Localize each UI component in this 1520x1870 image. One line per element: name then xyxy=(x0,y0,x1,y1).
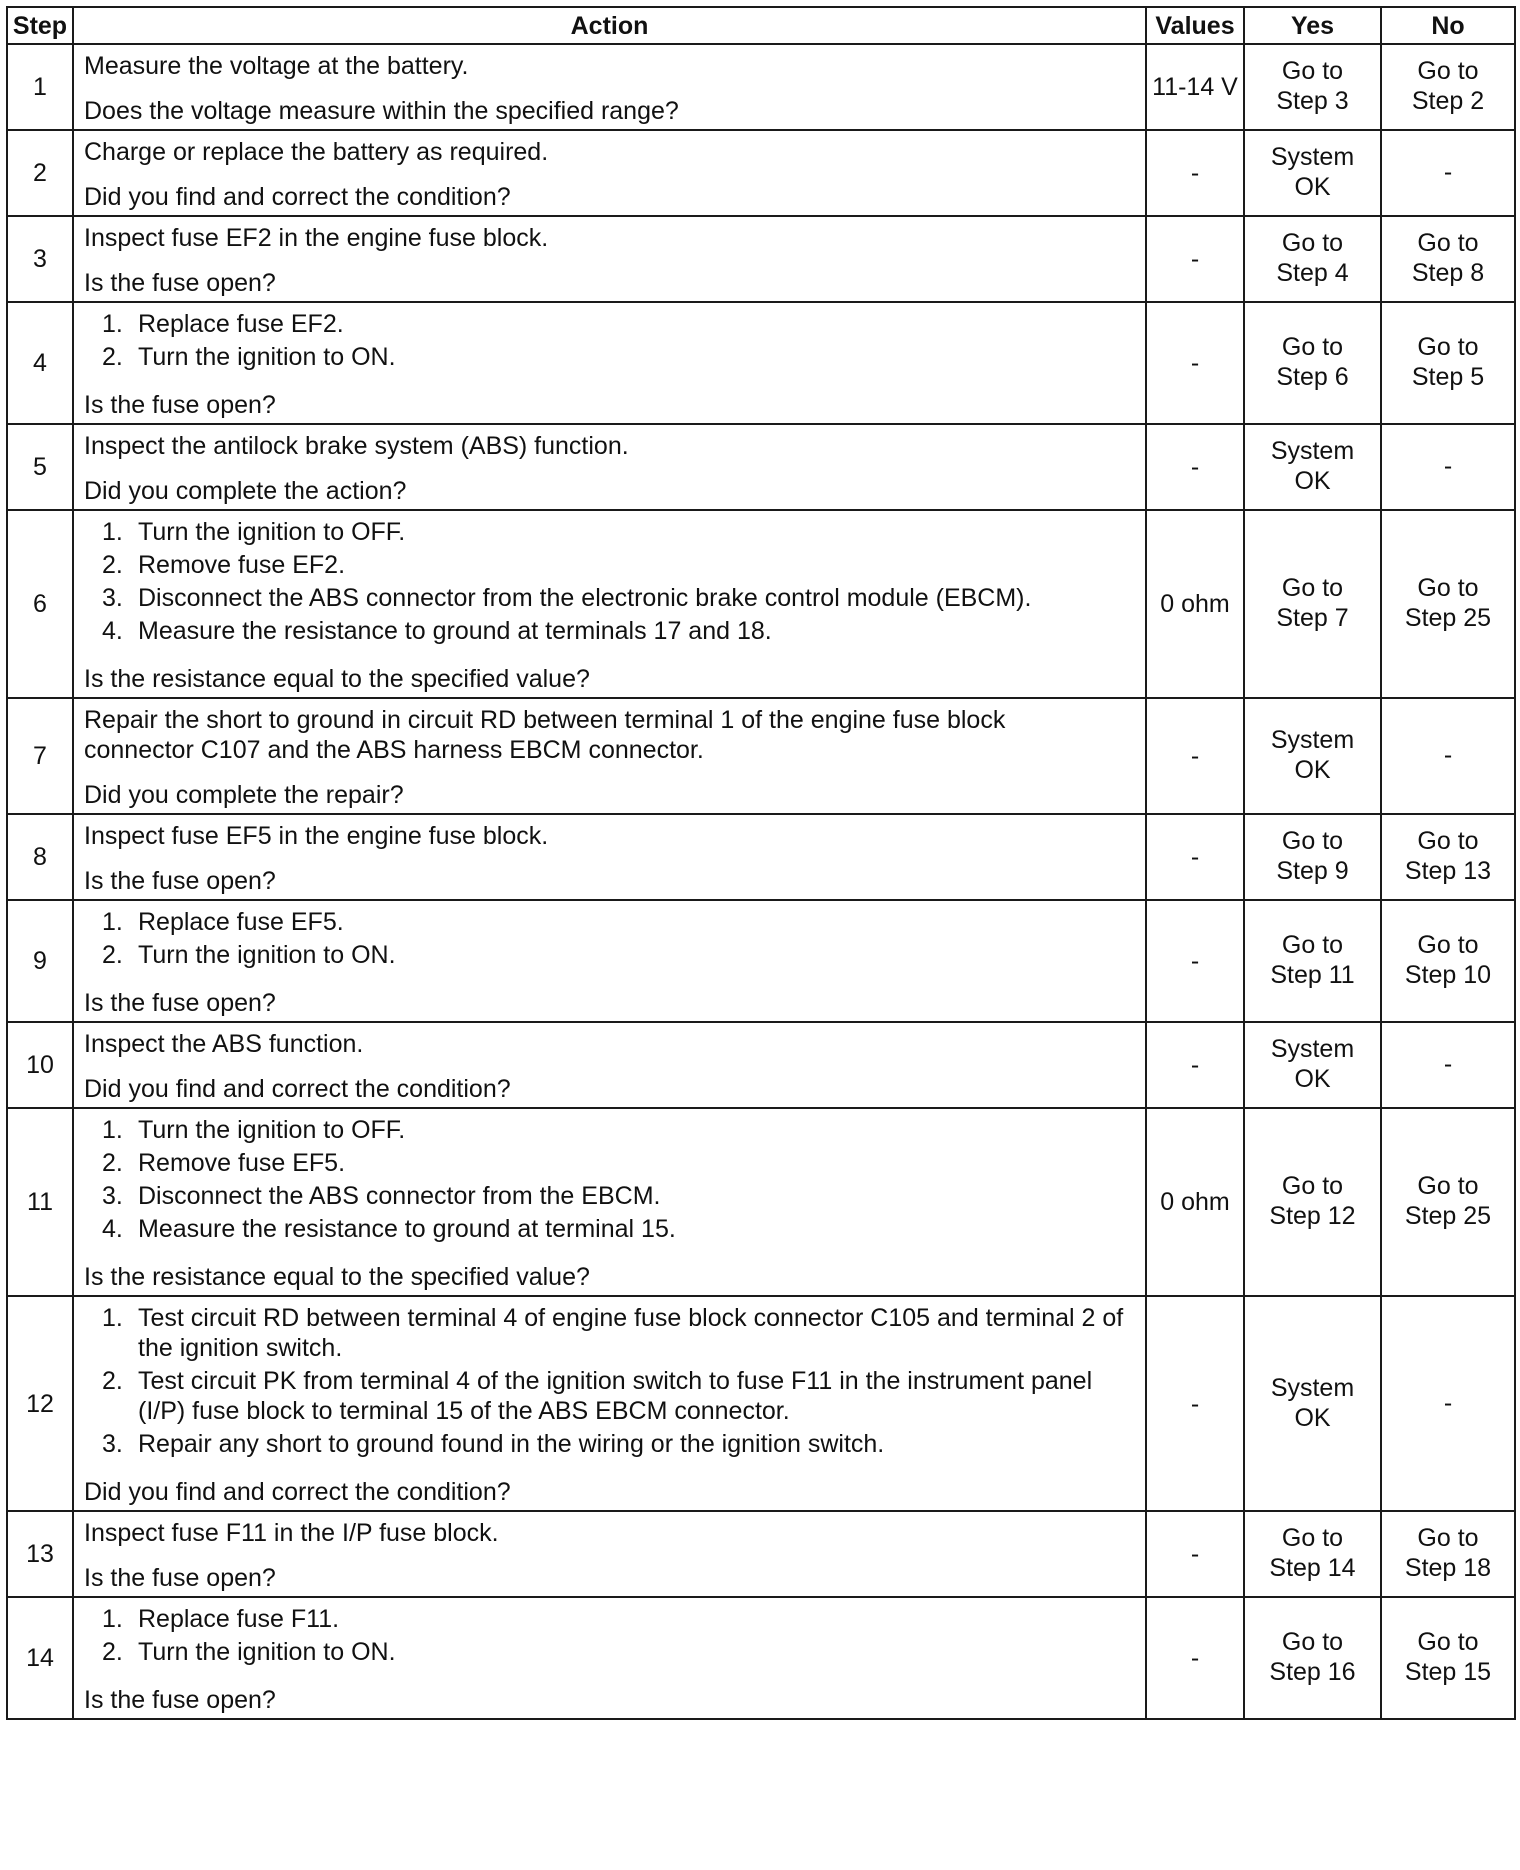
no-outcome-cell xyxy=(1381,1108,1515,1296)
step-number: 7 xyxy=(7,698,73,814)
action-cell xyxy=(73,1511,1146,1597)
action-instructions xyxy=(84,137,1137,167)
no-outcome-cell xyxy=(1381,1597,1515,1719)
no-outcome-text: - xyxy=(1443,158,1453,186)
yes-outcome-text: System xyxy=(1270,1035,1355,1063)
yes-outcome-text: System xyxy=(1270,437,1355,465)
yes-outcome-text: Go to xyxy=(1281,574,1344,602)
yes-outcome-text: Step 6 xyxy=(1276,363,1349,391)
action-question: Is the resistance equal to the specified value? xyxy=(84,665,590,693)
action-instructions xyxy=(84,223,1137,253)
table-body xyxy=(7,44,1515,1719)
action-content xyxy=(84,1303,1137,1507)
action-list-item: Turn the ignition to ON. xyxy=(138,941,396,969)
values-cell: - xyxy=(1146,1022,1244,1108)
header-yes: Yes xyxy=(1244,7,1381,44)
table-row xyxy=(7,1108,1515,1296)
action-list-item: Turn the ignition to ON. xyxy=(138,343,396,371)
action-list-item: Measure the resistance to ground at terminal 15. xyxy=(138,1215,676,1243)
no-outcome-text: Step 5 xyxy=(1411,363,1485,391)
action-cell xyxy=(73,424,1146,510)
values-cell: - xyxy=(1146,900,1244,1022)
action-step-list xyxy=(84,1303,1137,1459)
no-outcome-text: Step 18 xyxy=(1404,1554,1492,1582)
action-question: Does the voltage measure within the specified range? xyxy=(84,97,679,125)
yes-outcome-cell xyxy=(1244,44,1381,130)
no-outcome-text: Go to xyxy=(1417,1524,1479,1552)
table-row xyxy=(7,216,1515,302)
no-outcome-cell xyxy=(1381,814,1515,900)
no-outcome-cell xyxy=(1381,130,1515,216)
yes-outcome-cell xyxy=(1244,1597,1381,1719)
no-outcome-text: - xyxy=(1443,1050,1453,1078)
yes-outcome-text: System xyxy=(1270,726,1355,754)
yes-outcome-text: Go to xyxy=(1281,1628,1344,1656)
action-cell xyxy=(73,1296,1146,1511)
yes-outcome-text: Go to xyxy=(1281,1172,1344,1200)
yes-outcome-cell xyxy=(1244,510,1381,698)
action-list-item: Replace fuse F11. xyxy=(138,1605,340,1633)
action-question: Did you complete the action? xyxy=(84,477,407,505)
yes-outcome-cell xyxy=(1244,1022,1381,1108)
action-content xyxy=(84,137,1137,212)
no-outcome-text: Go to xyxy=(1417,333,1479,361)
action-instructions xyxy=(84,907,1137,973)
action-list-item: Turn the ignition to OFF. xyxy=(138,518,406,546)
header-values: Values xyxy=(1146,7,1244,44)
step-number: 13 xyxy=(7,1511,73,1597)
action-content xyxy=(84,1604,1137,1715)
action-instructions xyxy=(84,517,1137,649)
yes-outcome-text: Go to xyxy=(1281,333,1344,361)
step-number: 4 xyxy=(7,302,73,424)
yes-outcome-text: Go to xyxy=(1281,57,1344,85)
action-instructions xyxy=(84,1303,1137,1462)
yes-outcome-text: Step 12 xyxy=(1269,1202,1356,1230)
no-outcome-text: Go to xyxy=(1417,827,1479,855)
yes-outcome-text: OK xyxy=(1294,756,1331,784)
yes-outcome-text: System xyxy=(1270,1373,1355,1402)
action-text: Inspect fuse EF5 in the engine fuse block. xyxy=(84,822,549,850)
no-outcome-text: Step 10 xyxy=(1404,961,1492,989)
action-step-list xyxy=(84,517,1137,646)
action-text: Inspect fuse EF2 in the engine fuse block. xyxy=(84,224,549,252)
action-step-list xyxy=(84,1115,1137,1244)
yes-outcome-cell xyxy=(1244,216,1381,302)
table-row xyxy=(7,698,1515,814)
yes-outcome-text: Step 14 xyxy=(1269,1554,1356,1582)
table-header-row xyxy=(7,7,1515,44)
yes-outcome-text: System xyxy=(1270,143,1355,171)
action-instructions xyxy=(84,1518,1137,1548)
yes-outcome-cell xyxy=(1244,424,1381,510)
values-cell: - xyxy=(1146,302,1244,424)
values-cell: - xyxy=(1146,698,1244,814)
step-number: 14 xyxy=(7,1597,73,1719)
no-outcome-cell xyxy=(1381,1511,1515,1597)
yes-outcome-text: Go to xyxy=(1281,931,1344,959)
action-question: Is the fuse open? xyxy=(84,1564,276,1592)
table-row xyxy=(7,130,1515,216)
action-list-item: Turn the ignition to OFF. xyxy=(138,1116,406,1144)
values-cell: 11-14 V xyxy=(1146,44,1244,130)
step-number: 11 xyxy=(7,1108,73,1296)
action-cell xyxy=(73,698,1146,814)
step-number: 12 xyxy=(7,1296,73,1511)
yes-outcome-text: Step 11 xyxy=(1270,961,1355,989)
action-content xyxy=(84,1115,1137,1292)
no-outcome-cell xyxy=(1381,698,1515,814)
step-number: 2 xyxy=(7,130,73,216)
no-outcome-text: Go to xyxy=(1417,1628,1479,1656)
yes-outcome-text: Step 3 xyxy=(1276,87,1349,115)
action-question: Is the fuse open? xyxy=(84,269,276,297)
action-instructions xyxy=(84,1604,1137,1670)
table-row xyxy=(7,1022,1515,1108)
action-cell xyxy=(73,302,1146,424)
action-list-item: Disconnect the ABS connector from the electronic brake control module (EBCM). xyxy=(138,584,1032,612)
action-list-item: Turn the ignition to ON. xyxy=(138,1638,396,1666)
action-step-list xyxy=(84,309,1137,372)
action-content xyxy=(84,309,1137,420)
yes-outcome-text: OK xyxy=(1294,1403,1331,1432)
no-outcome-cell xyxy=(1381,900,1515,1022)
action-step-list xyxy=(84,1604,1137,1667)
values-cell: - xyxy=(1146,814,1244,900)
action-list-item: Repair any short to ground found in the wiring or the ignition switch. xyxy=(138,1430,885,1458)
no-outcome-cell xyxy=(1381,216,1515,302)
yes-outcome-cell xyxy=(1244,1108,1381,1296)
action-list-item: Replace fuse EF2. xyxy=(138,310,344,338)
action-instructions xyxy=(84,821,1137,851)
no-outcome-text: Step 8 xyxy=(1411,259,1485,287)
yes-outcome-text: Step 9 xyxy=(1276,857,1349,885)
values-cell: - xyxy=(1146,1511,1244,1597)
yes-outcome-cell xyxy=(1244,814,1381,900)
no-outcome-text: Step 25 xyxy=(1404,604,1492,632)
yes-outcome-text: Step 16 xyxy=(1269,1658,1356,1686)
values-cell: - xyxy=(1146,130,1244,216)
action-text: Inspect fuse F11 in the I/P fuse block. xyxy=(84,1519,499,1547)
no-outcome-text: Go to xyxy=(1417,229,1479,257)
action-text: Inspect the ABS function. xyxy=(84,1030,364,1058)
no-outcome-cell xyxy=(1381,1022,1515,1108)
values-cell: - xyxy=(1146,424,1244,510)
header-action: Action xyxy=(73,7,1146,44)
no-outcome-text: Step 13 xyxy=(1404,857,1492,885)
yes-outcome-text: OK xyxy=(1294,467,1331,495)
action-content xyxy=(84,431,1137,506)
step-number: 8 xyxy=(7,814,73,900)
table-row xyxy=(7,44,1515,130)
header-no: No xyxy=(1381,7,1515,44)
step-number: 10 xyxy=(7,1022,73,1108)
no-outcome-text: - xyxy=(1443,452,1453,480)
action-question: Is the fuse open? xyxy=(84,1686,276,1714)
yes-outcome-cell xyxy=(1244,1296,1381,1511)
action-question: Did you complete the repair? xyxy=(84,781,404,809)
no-outcome-cell xyxy=(1381,424,1515,510)
table-row xyxy=(7,814,1515,900)
yes-outcome-cell xyxy=(1244,1511,1381,1597)
step-number: 3 xyxy=(7,216,73,302)
values-cell: - xyxy=(1146,1597,1244,1719)
action-instructions xyxy=(84,309,1137,375)
no-outcome-cell xyxy=(1381,1296,1515,1511)
action-question: Did you find and correct the condition? xyxy=(84,183,511,211)
action-list-item: Test circuit PK from terminal 4 of the ignition switch to fuse F11 in the instrument panel (I/P) fuse block to terminal 15 of the ABS EBCM connector. xyxy=(138,1367,1093,1425)
yes-outcome-text: OK xyxy=(1294,1065,1331,1093)
table-row xyxy=(7,900,1515,1022)
action-content xyxy=(84,517,1137,694)
step-number: 6 xyxy=(7,510,73,698)
yes-outcome-text: Step 4 xyxy=(1276,259,1349,287)
action-content xyxy=(84,821,1137,896)
no-outcome-text: - xyxy=(1443,741,1453,769)
action-instructions xyxy=(84,431,1137,461)
yes-outcome-text: Go to xyxy=(1281,229,1344,257)
no-outcome-text: Go to xyxy=(1417,1172,1479,1200)
values-cell: 0 ohm xyxy=(1146,1108,1244,1296)
action-text: Inspect the antilock brake system (ABS) function. xyxy=(84,432,629,460)
action-cell xyxy=(73,1022,1146,1108)
values-cell: 0 ohm xyxy=(1146,510,1244,698)
no-outcome-text: - xyxy=(1443,1388,1453,1417)
action-instructions xyxy=(84,51,1137,81)
table-row xyxy=(7,1511,1515,1597)
action-content xyxy=(84,907,1137,1018)
diagnostic-procedure-table xyxy=(6,6,1516,1720)
action-list-item: Replace fuse EF5. xyxy=(138,908,344,936)
action-content xyxy=(84,705,1137,810)
values-cell: - xyxy=(1146,216,1244,302)
no-outcome-text: Go to xyxy=(1417,574,1479,602)
action-text: connector C107 and the ABS harness EBCM connector. xyxy=(84,736,704,764)
no-outcome-cell xyxy=(1381,302,1515,424)
action-question: Is the fuse open? xyxy=(84,391,276,419)
action-cell xyxy=(73,900,1146,1022)
yes-outcome-cell xyxy=(1244,900,1381,1022)
no-outcome-cell xyxy=(1381,44,1515,130)
table-row xyxy=(7,510,1515,698)
action-cell xyxy=(73,130,1146,216)
table-row xyxy=(7,1296,1515,1511)
yes-outcome-text: OK xyxy=(1294,173,1331,201)
action-cell xyxy=(73,1108,1146,1296)
action-list-item: Disconnect the ABS connector from the EBCM. xyxy=(138,1182,661,1210)
yes-outcome-cell xyxy=(1244,698,1381,814)
step-number: 9 xyxy=(7,900,73,1022)
action-content xyxy=(84,51,1137,126)
action-list-item: Test circuit RD between terminal 4 of engine fuse block connector C105 and terminal 2 of the ignition switch. xyxy=(138,1304,1124,1362)
action-question: Did you find and correct the condition? xyxy=(84,1075,511,1103)
action-content xyxy=(84,1518,1137,1593)
no-outcome-text: Go to xyxy=(1417,931,1479,959)
no-outcome-text: Step 2 xyxy=(1411,87,1485,115)
action-list-item: Measure the resistance to ground at terminals 17 and 18. xyxy=(138,617,772,645)
action-text: Charge or replace the battery as required. xyxy=(84,138,549,166)
no-outcome-text: Step 15 xyxy=(1404,1658,1492,1686)
action-content xyxy=(84,1029,1137,1104)
yes-outcome-text: Step 7 xyxy=(1276,604,1349,632)
no-outcome-text: Go to xyxy=(1417,57,1479,85)
step-number: 5 xyxy=(7,424,73,510)
yes-outcome-text: Go to xyxy=(1281,827,1344,855)
action-question: Did you find and correct the condition? xyxy=(84,1478,511,1506)
action-question: Is the fuse open? xyxy=(84,989,276,1017)
yes-outcome-cell xyxy=(1244,302,1381,424)
action-instructions xyxy=(84,1029,1137,1059)
action-cell xyxy=(73,814,1146,900)
action-instructions xyxy=(84,705,1137,765)
table-row xyxy=(7,1597,1515,1719)
action-cell xyxy=(73,44,1146,130)
action-cell xyxy=(73,1597,1146,1719)
no-outcome-cell xyxy=(1381,510,1515,698)
header-step: Step xyxy=(7,7,73,44)
action-question: Is the fuse open? xyxy=(84,867,276,895)
action-list-item: Remove fuse EF2. xyxy=(138,551,346,579)
action-question: Is the resistance equal to the specified value? xyxy=(84,1263,590,1291)
action-step-list xyxy=(84,907,1137,970)
action-text: Measure the voltage at the battery. xyxy=(84,52,469,80)
action-instructions xyxy=(84,1115,1137,1247)
step-number: 1 xyxy=(7,44,73,130)
action-list-item: Remove fuse EF5. xyxy=(138,1149,346,1177)
yes-outcome-cell xyxy=(1244,130,1381,216)
table-row xyxy=(7,424,1515,510)
action-text: Repair the short to ground in circuit RD between terminal 1 of the engine fuse block xyxy=(84,706,1006,734)
no-outcome-text: Step 25 xyxy=(1404,1202,1492,1230)
action-content xyxy=(84,223,1137,298)
action-cell xyxy=(73,510,1146,698)
values-cell: - xyxy=(1146,1296,1244,1511)
action-cell xyxy=(73,216,1146,302)
yes-outcome-text: Go to xyxy=(1281,1524,1344,1552)
table-row xyxy=(7,302,1515,424)
